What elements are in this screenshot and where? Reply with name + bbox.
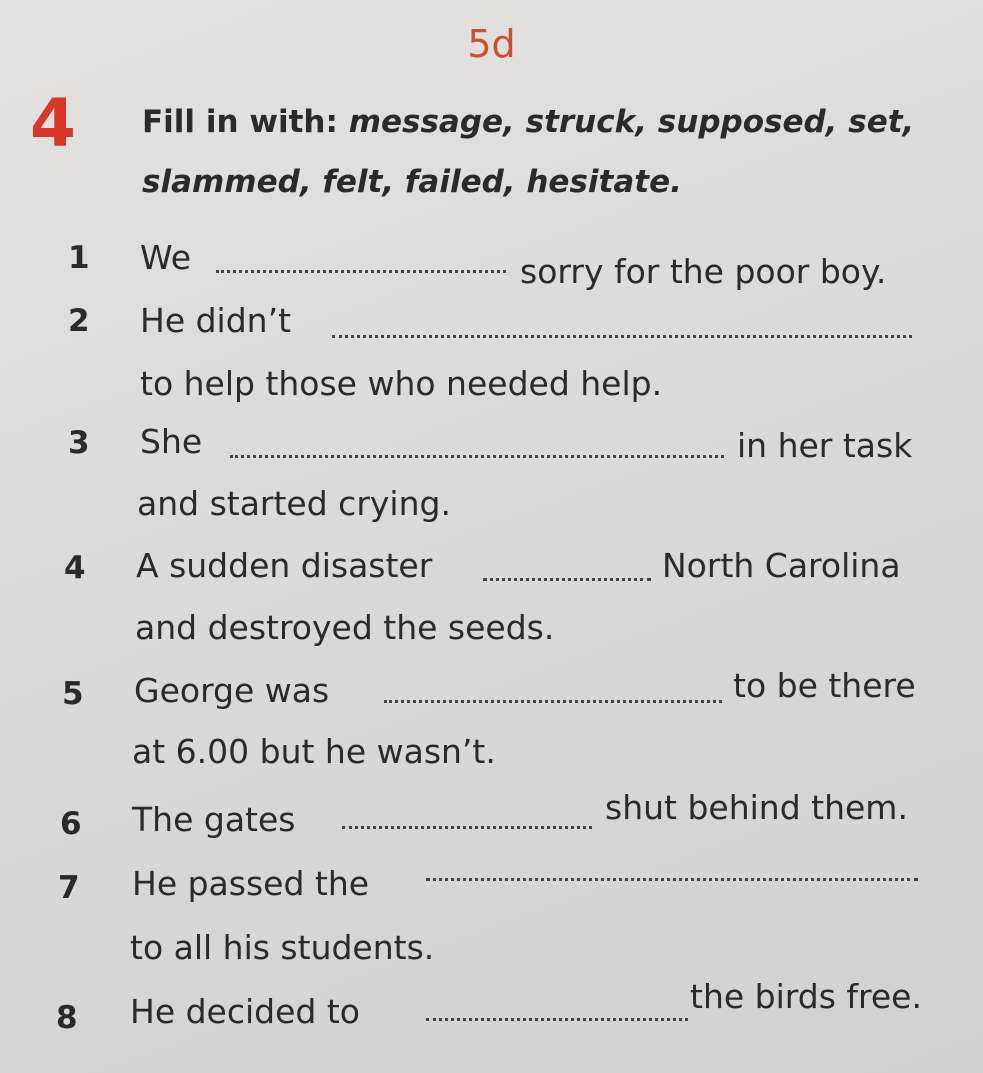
item-text-before: He didn’t [140, 301, 292, 340]
item-number: 8 [56, 1000, 78, 1036]
item-text-line2: at 6.00 but he wasn’t. [132, 732, 496, 771]
instruction-words: message, struck, supposed, set, [348, 104, 915, 140]
item-text-line2: and destroyed the seeds. [135, 608, 555, 647]
item-number: 3 [68, 425, 90, 461]
answer-blank[interactable] [426, 878, 918, 881]
item-text-line2: and started crying. [137, 484, 451, 523]
item-text-after: to be there [733, 666, 916, 705]
item-text-after: in her task [737, 426, 913, 465]
item-text-before: George was [134, 671, 330, 710]
item-number: 1 [68, 240, 90, 276]
item-text-before: We [140, 238, 191, 277]
item-number: 5 [62, 676, 84, 712]
item-text-before: The gates [132, 800, 296, 839]
instruction-words-2: slammed, felt, failed, hesitate. [142, 164, 682, 200]
item-text-before: She [140, 422, 203, 461]
item-number: 7 [58, 870, 80, 906]
item-number: 2 [68, 303, 90, 339]
item-text-after: North Carolina [662, 546, 901, 585]
item-text-after: the birds free. [690, 977, 922, 1016]
item-text-before: He passed the [132, 864, 370, 903]
item-text-line2: to all his students. [130, 928, 435, 967]
instruction-lead: Fill in with: [142, 104, 338, 140]
item-text-before: He decided to [130, 992, 360, 1031]
item-text-after: sorry for the poor boy. [520, 252, 887, 291]
answer-blank[interactable] [342, 826, 592, 829]
answer-blank[interactable] [216, 270, 506, 273]
answer-blank[interactable] [483, 578, 651, 581]
item-text-after: shut behind them. [605, 788, 908, 827]
answer-blank[interactable] [332, 335, 912, 338]
item-number: 4 [64, 550, 86, 586]
exercise-instruction [142, 92, 962, 212]
item-text-line2: to help those who needed help. [140, 364, 663, 403]
page-label: 5d [467, 22, 516, 66]
item-text-before: A sudden disaster [136, 546, 433, 585]
answer-blank[interactable] [230, 455, 724, 458]
item-number: 6 [60, 806, 82, 842]
answer-blank[interactable] [426, 1018, 688, 1021]
answer-blank[interactable] [384, 700, 722, 703]
exercise-number: 4 [30, 85, 76, 162]
